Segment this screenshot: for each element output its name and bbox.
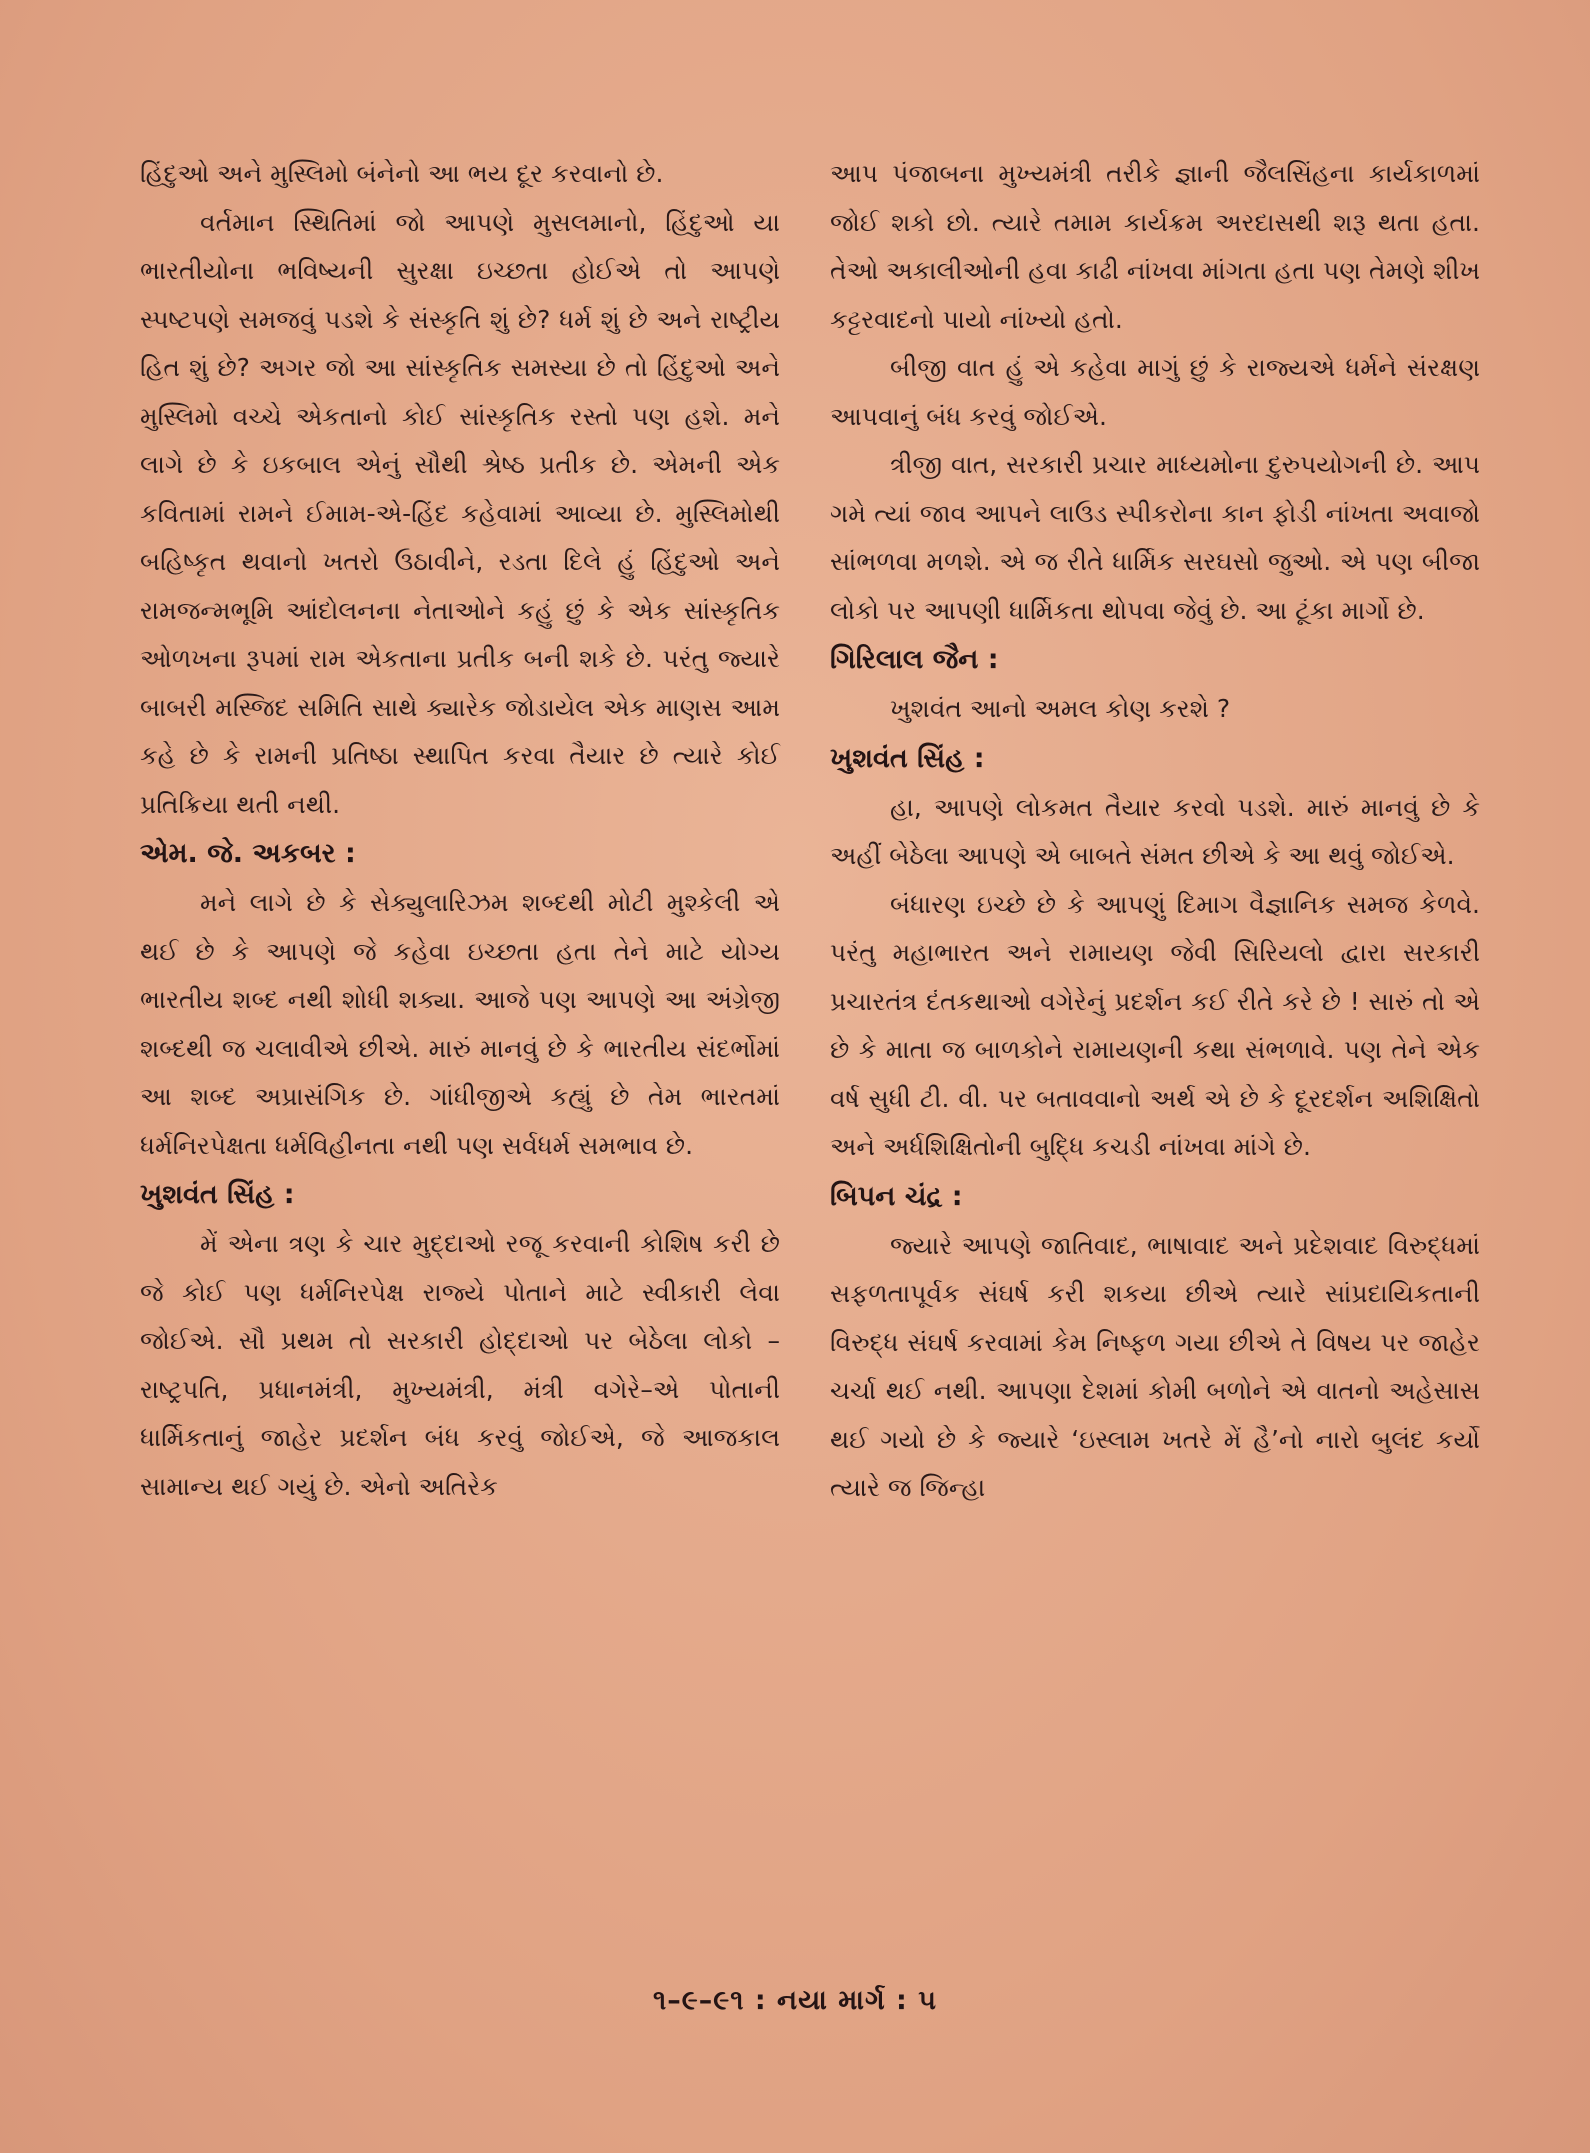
right-column <box>830 150 1480 1513</box>
paragraph: હા, આપણે લોકમત તૈયાર કરવો પડશે. મારું માનવું છે કે અહીં બેઠેલા આપણે એ બાબતે સંમત છીએ કે આ થવું જોઈએ. <box>830 792 1480 870</box>
paragraph: વર્તમાન સ્થિતિમાં જો આપણે મુસલમાનો, હિંદુઓ યા ભારતીયોના ભવિષ્યની સુરક્ષા ઇચ્છતા હોઈએ તો આપણે સ્પષ્ટપણે સમજવું પડશે કે સંસ્કૃતિ શું છે? ધર્મ શું છે અને રાષ્ટ્રીય હિત શું છે? અગર જો આ સાંસ્કૃતિક સમસ્યા છે તો હિંદુઓ અને મુસ્લિમો વચ્ચે એકતાનો કોઈ સાંસ્કૃતિક રસ્તો પણ હશે. મને લાગે છે કે ઇકબાલ એનું સૌથી શ્રેષ્ઠ પ્રતીક છે. એમની એક કવિતામાં રામને ઈમામ-એ-હિંદ કહેવામાં આવ્યા છે. મુસ્લિમોથી બહિષ્કૃત થવાનો ખતરો ઉઠાવીને, રડતા દિલે હું હિંદુઓ અને રામજન્મભૂમિ આંદોલનના નેતાઓને કહું છું કે એક સાંસ્કૃતિક ઓળખના રૂપમાં રામ એકતાના પ્રતીક બની શકે છે. પરંતુ જ્યારે બાબરી મસ્જિદ સમિતિ સાથે ક્યારેક જોડાયેલ એક માણસ આમ કહે છે કે રામની પ્રતિષ્ઠા સ્થાપિત કરવા તૈયાર છે ત્યારે કોઈ પ્રતિક્રિયા થતી નથી. <box>140 207 780 819</box>
paragraph: બીજી વાત હું એ કહેવા માગું છું કે રાજ્યએ ધર્મને સંરક્ષણ આપવાનું બંધ કરવું જોઈએ. <box>830 353 1480 431</box>
paragraph: હિંદુઓ અને મુસ્લિમો બંનેનો આ ભય દૂર કરવાનો છે. <box>140 159 664 188</box>
paragraph: મને લાગે છે કે સેક્યુલારિઝમ શબ્દથી મોટી મુશ્કેલી એ થઈ છે કે આપણે જે કહેવા ઇચ્છતા હતા તેને માટે યોગ્ય ભારતીય શબ્દ નથી શોધી શક્યા. આજે પણ આપણે આ અંગ્રેજી શબ્દથી જ ચલાવીએ છીએ. મારું માનવું છે કે ભારતીય સંદર્ભોમાં આ શબ્દ અપ્રાસંગિક છે. ગાંધીજીએ કહ્યું છે તેમ ભારતમાં ધર્મનિરપેક્ષતા ધર્મવિહીનતા નથી પણ સર્વધર્મ સમભાવ છે. <box>140 888 780 1160</box>
speaker-name: બિપન ચંદ્ર : <box>830 1180 963 1212</box>
paragraph: ખુશવંત આનો અમલ કોણ કરશે ? <box>890 694 1231 723</box>
paragraph: મેં એના ત્રણ કે ચાર મુદ્દાઓ રજૂ કરવાની કોશિષ કરી છે જે કોઈ પણ ધર્મનિરપેક્ષ રાજ્યે પોતાને માટે સ્વીકારી લેવા જોઈએ. સૌ પ્રથમ તો સરકારી હોદ્દાઓ પર બેઠેલા લોકો – રાષ્ટ્રપતિ, પ્રધાનમંત્રી, મુખ્યમંત્રી, મંત્રી વગેરે–એ પોતાની ધાર્મિકતાનું જાહેર પ્રદર્શન બંધ કરવું જોઈએ, જે આજકાલ સામાન્ય થઈ ગયું છે. એનો અતિરેક <box>140 1229 780 1501</box>
speaker-name: ખુશવંત સિંહ : <box>140 1179 295 1210</box>
page-footer: ૧–૯–૯૧ : નયા માર્ગ : ૫ <box>653 1985 937 2016</box>
paragraph: ત્રીજી વાત, સરકારી પ્રચાર માધ્યમોના દુરુપયોગની છે. આપ ગમે ત્યાં જાવ આપને લાઉડ સ્પીકરોના કાન ફોડી નાંખતા અવાજો સાંભળવા મળશે. એ જ રીતે ધાર્મિક સરઘસો જુઓ. એ પણ બીજા લોકો પર આપણી ધાર્મિકતા થોપવા જેવું છે. આ ટૂંકા માર્ગો છે. <box>830 450 1480 625</box>
speaker-name: ખુશવંત સિંહ : <box>830 742 985 774</box>
speaker-name: એમ. જે. અકબર : <box>140 838 356 869</box>
left-column <box>140 150 780 1511</box>
paragraph: જ્યારે આપણે જાતિવાદ, ભાષાવાદ અને પ્રદેશવાદ વિરુદ્ધમાં સફળતાપૂર્વક સંઘર્ષ કરી શકયા છીએ ત્યારે સાંપ્રદાયિકતાની વિરુદ્ધ સંઘર્ષ કરવામાં કેમ નિષ્ફળ ગયા છીએ તે વિષય પર જાહેર ચર્ચા થઈ નથી. આપણા દેશમાં કોમી બળોને એ વાતનો અહેસાસ થઈ ગયો છે કે જ્યારે ‘ઇસ્લામ ખતરે મેં હૈ’નો નારો બુલંદ કર્યો ત્યારે જ જિન્હા <box>830 1230 1480 1502</box>
paragraph: આપ પંજાબના મુખ્યમંત્રી તરીકે જ્ઞાની જૈલસિંહના કાર્યકાળમાં જોઈ શકો છો. ત્યારે તમામ કાર્યક્રમ અરદાસથી શરૂ થતા હતા. તેઓ અકાલીઓની હવા કાઢી નાંખવા માંગતા હતા પણ તેમણે શીખ કટ્ટરવાદનો પાયો નાંખ્યો હતો. <box>830 159 1480 334</box>
speaker-name: ગિરિલાલ જૈન : <box>830 644 999 675</box>
paragraph: બંધારણ ઇચ્છે છે કે આપણું દિમાગ વૈજ્ઞાનિક સમજ કેળવે. પરંતુ મહાભારત અને રામાયણ જેવી સિરિયલો દ્વારા સરકારી પ્રચારતંત્ર દંતકથાઓ વગેરેનું પ્રદર્શન કઈ રીતે કરે છે ! સારું તો એ છે કે માતા જ બાળકોને રામાયણની કથા સંભળાવે. પણ તેને એક વર્ષ સુધી ટી. વી. પર બતાવવાનો અર્થ એ છે કે દૂરદર્શન અશિક્ષિતો અને અર્ધશિક્ષિતોની બુદ્ધિ કચડી નાંખવા માંગે છે. <box>830 889 1480 1161</box>
